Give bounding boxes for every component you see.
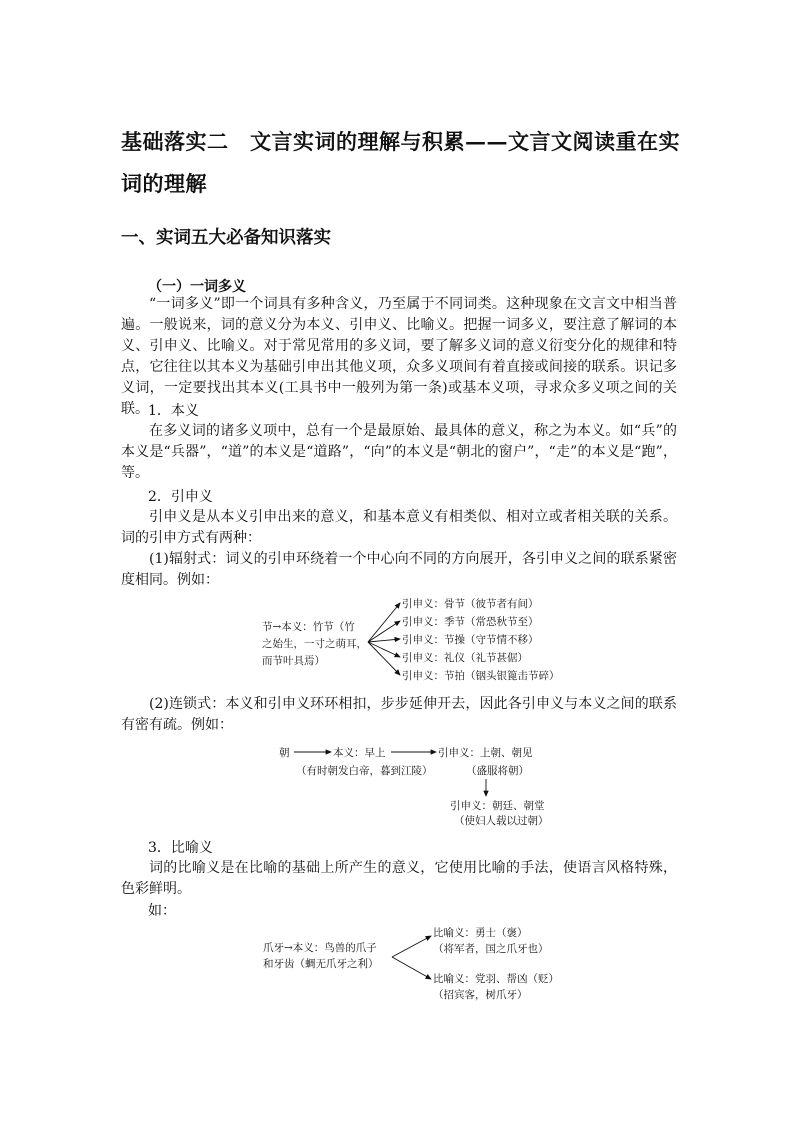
diagram2-ext1: 引申义：上朝、朝见	[438, 747, 533, 759]
radial-arrow	[368, 621, 400, 642]
diagram1-branch: 引申义：节操（守节情不移）	[402, 634, 539, 646]
subsection-heading: （一）一词多义	[148, 279, 246, 295]
diagram2-ext2-example: （使妇人载以过朝）	[454, 815, 549, 827]
page-title: 基础落实二 文言实词的理解与积累——文言文阅读重在实词的理解	[121, 129, 680, 196]
diagram1-source-line1: 节→本义：竹节（竹	[262, 621, 355, 633]
paragraph-yinshenyi: 引申义是从本义引申出来的意义，和基本意义有相类似、相对立或者相关联的关系。词的引申方式有两种：	[121, 509, 677, 546]
diagram3-source-line2: 和牙齿（蜩无爪牙之利）	[263, 958, 379, 970]
paragraph-chain: (2)连锁式：本义和引申义环环相扣，步步延伸开去，因此各引申义与本义之间的联系有密有疏。例如：	[121, 696, 677, 733]
diagram3-branch1: 比喻义：勇士（褒）	[433, 927, 528, 939]
radial-arrow	[368, 603, 400, 642]
diagram1-source-line2: 之始生，一寸之萌耳，	[262, 638, 367, 650]
diagram3-branch2: 比喻义：党羽、帮凶（贬）	[433, 973, 559, 985]
heading-benyi: 1．本义	[148, 403, 199, 419]
diagram1-branch: 引申义：骨节（彼节者有间）	[402, 598, 539, 610]
radial-arrow	[368, 642, 400, 657]
metaphor-arrow	[392, 957, 431, 979]
diagram2-ext1-example: （盛服将朝）	[466, 765, 529, 777]
paragraph-radial: (1)辐射式：词义的引申环绕着一个中心向不同的方向展开，各引申义之间的联系紧密度相同。例如：	[121, 551, 677, 588]
diagram3-branch1-example: （将军者，国之爪牙也）	[433, 943, 549, 955]
diagram2-base: 本义：早上	[333, 747, 386, 759]
paragraph-biyuyi: 词的比喻义是在比喻的基础上所产生的意义，它使用比喻的手法，使语言风格特殊，色彩鲜明。	[121, 860, 677, 897]
diagram1-branch: 引申义：季节（常恐秋节至）	[402, 616, 539, 628]
heading-yinshenyi: 2．引申义	[148, 489, 213, 505]
diagram1-branch: 引申义：礼仪（礼节甚倨）	[402, 652, 528, 664]
radial-arrow	[368, 642, 400, 675]
intro-paragraph: “一词多义”即一个词具有多种含义，乃至属于不同词类。这种现象在文言文中相当普遍。一般说来，词的意义分为本义、引申义、比喻义。把握一词多义，要注意了解词的本义、引申义、比喻义。对于常见常用的多义词，要了解多义词的意义衍变分化的规律和特点，它往往以其本义为基础引申出其他义项，众多义项间有着直接或间接的联系。识记多义词，一定要找出其本义(工具书中一般列为第一条)或基本义项，寻求众多义项之间的关联。	[121, 296, 677, 417]
diagram1-source-line3: 而节叶具焉）	[262, 655, 325, 667]
diagram2-word: 朝	[279, 747, 290, 759]
diagram2-base-example: （有时朝发白帝，暮到江陵）	[296, 765, 433, 777]
section-heading: 一、实词五大必备知识落实	[121, 228, 331, 248]
heading-biyuyi: 3．比喻义	[148, 840, 213, 856]
metaphor-arrow	[392, 936, 431, 957]
diagram2-ext2: 引申义：朝廷、朝堂	[450, 800, 545, 812]
diagram3-source-line1: 爪牙→本义：鸟兽的爪子	[263, 942, 377, 954]
diagram1-branch: 引申义：节拍（铟头银篦击节碎）	[402, 670, 560, 682]
radial-arrow	[368, 639, 400, 642]
diagram3-branch2-example: （招宾客，树爪牙）	[433, 989, 528, 1001]
paragraph-benyi: 在多义词的诸多义项中，总有一个是最原始、最具体的意义，称之为本义。如“兵”的本义是“兵器”，“道”的本义是“道路”，“向”的本义是“朝北的窗户”，“走”的本义是“跑”，等。	[121, 423, 677, 481]
paragraph-example-intro: 如：	[148, 903, 176, 919]
